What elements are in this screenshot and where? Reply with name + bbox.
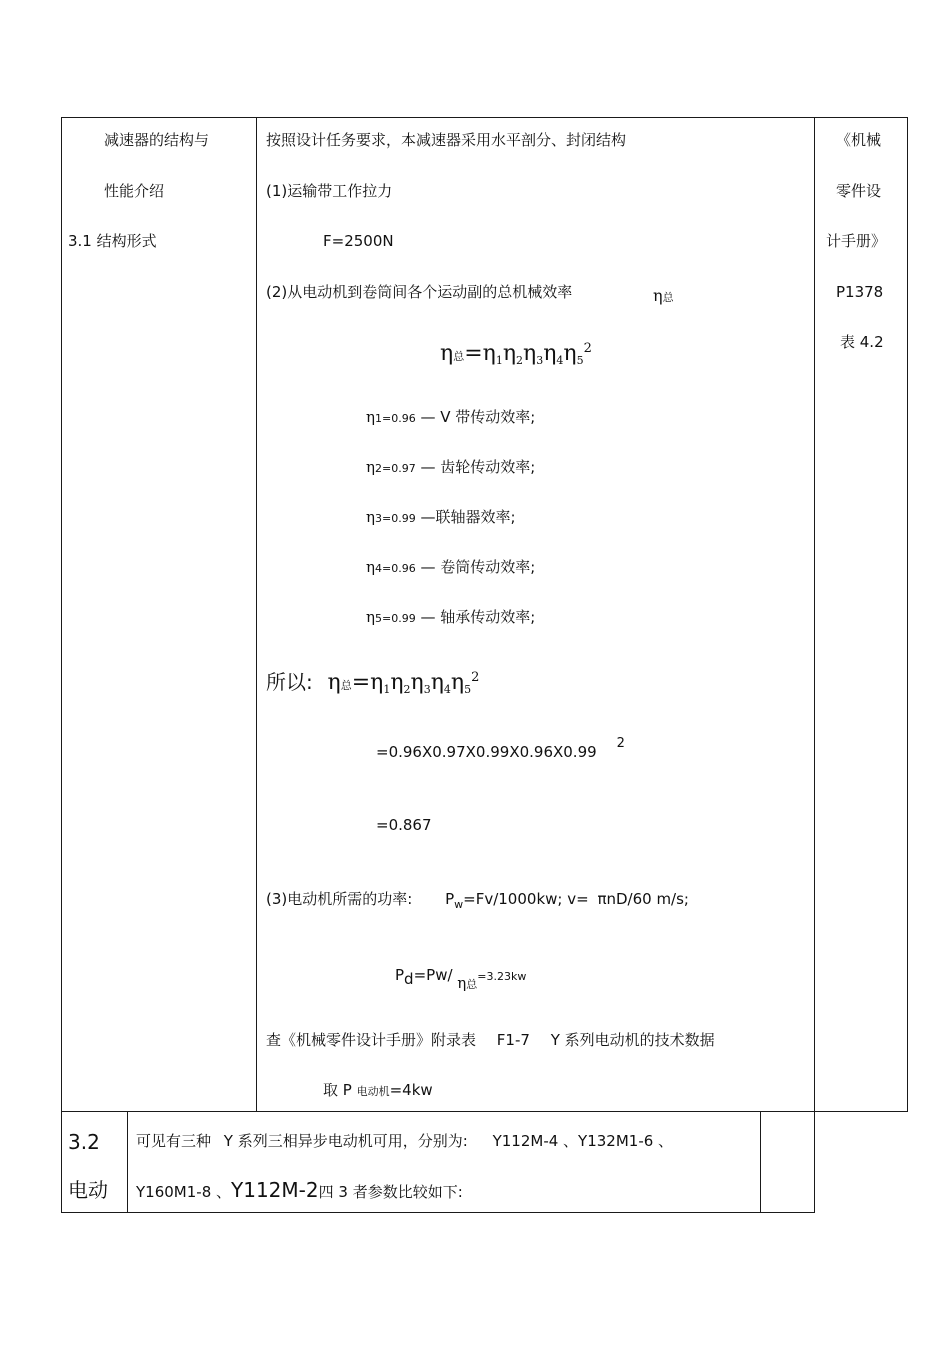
table-top-border — [61, 117, 908, 118]
table-right-border — [907, 117, 908, 1112]
section2-number: 3.2 — [68, 1130, 100, 1154]
item3-heading: (3)电动机所需的功率: $P_w=Fv/1000kw$; v= πnD/60 m/s; — [266, 890, 689, 911]
section2-line1: 可见有三种 Y 系列三相异步电动机可用，分别为: Y112M-4 、Y132M1-6 、 — [136, 1132, 674, 1150]
table-bottom-border — [61, 1212, 814, 1213]
ref-line4: P1378 — [836, 283, 884, 301]
table-left-border — [61, 117, 62, 1213]
efficiency-item: η5=0.99 — 轴承传动效率; — [366, 608, 536, 626]
section2-divider-left — [127, 1111, 128, 1213]
left-heading-line3: 3.1 结构形式 — [68, 232, 157, 250]
eta-total-label: η总 — [653, 286, 674, 305]
section2-line2: Y160M1-8 、Y112M-2四 3 者参数比较如下: — [136, 1178, 463, 1202]
calc-result: =0.867 — [376, 816, 432, 834]
left-heading-line2: 性能介绍 — [104, 182, 165, 200]
efficiency-item: η2=0.97 — 齿轮传动效率; — [366, 458, 536, 476]
pd-formula: Pd=Pw/ η总=3.23kw — [395, 966, 527, 992]
column-divider-right — [814, 117, 815, 1213]
item2-heading: (2)从电动机到卷筒间各个运动副的总机械效率 — [266, 283, 573, 301]
ref-line5: 表 4.2 — [840, 333, 884, 351]
section2-title: 电动 — [68, 1178, 108, 1202]
section2-divider-right — [760, 1111, 761, 1213]
row-divider — [61, 1111, 908, 1112]
calc-product: =0.96X0.97X0.99X0.96X0.99 2 — [376, 736, 625, 761]
ref-line1: 《机械 — [836, 131, 882, 149]
efficiency-formula: η总$=\eta 1\eta 2\eta 3\eta 4\eta 5^2$ — [440, 341, 592, 367]
therefore-formula: 所以: η总$=\eta 1\eta 2\eta 3\eta 4\eta 5^2$ — [266, 670, 480, 696]
efficiency-item: η3=0.99 —联轴器效率; — [366, 508, 516, 526]
efficiency-item: η1=0.96 — V 带传动效率; — [366, 408, 536, 426]
force-value: F=2500N — [323, 232, 394, 250]
lookup-text: 查《机械零件设计手册》附录表 F1-7 Y 系列电动机的技术数据 — [266, 1031, 715, 1049]
column-divider-left — [256, 117, 257, 1112]
left-heading-line1: 减速器的结构与 — [104, 131, 210, 149]
item1-heading: (1)运输带工作拉力 — [266, 182, 393, 200]
efficiency-item: η4=0.96 — 卷筒传动效率; — [366, 558, 536, 576]
ref-line3: 计手册》 — [826, 232, 887, 250]
take-power: 取 P 电动机=4kw — [323, 1081, 433, 1099]
intro-text: 按照设计任务要求，本减速器采用水平剖分、封闭结构 — [266, 131, 627, 149]
ref-line2: 零件设 — [836, 182, 882, 200]
